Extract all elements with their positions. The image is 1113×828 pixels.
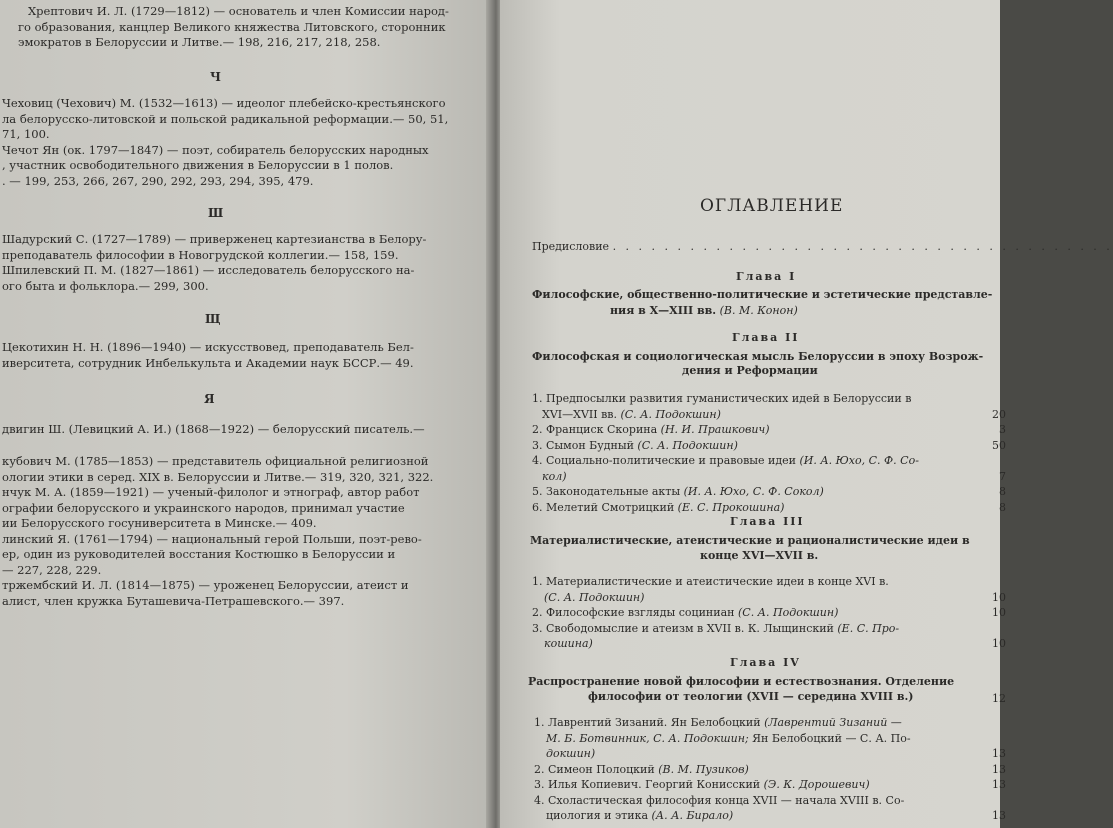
- toc-item-author: (С. А. Подокшин): [737, 606, 839, 619]
- chapter-label: Глава IV: [730, 656, 801, 669]
- page-number: 50: [992, 438, 1006, 452]
- toc-item-author: (А. А. Бирало): [651, 809, 734, 822]
- toc-item: [532, 485, 824, 498]
- toc-item-author: (В. М. Пузиков): [658, 762, 749, 776]
- text-line: 71, 100.: [2, 127, 50, 141]
- page-number: 12: [992, 692, 1006, 705]
- page-number: 13: [992, 747, 1006, 760]
- toc-item-title: 1. Лаврентий Зизаний. Ян Белобоцкий: [534, 716, 765, 729]
- toc-item-title: 3. Илья Копиевич. Георгий Конисский: [534, 778, 764, 791]
- page-title: ОГЛАВЛЕНИЕ: [700, 196, 844, 216]
- chapter-title: Философские, общественно-политические и эстетические представле-: [532, 288, 993, 301]
- chapter-title-line2: [610, 304, 798, 317]
- toc-item-author: (Е. С. Про-: [837, 621, 900, 635]
- toc-item-title: 2. Симеон Полоцкий: [534, 762, 659, 776]
- toc-preface-label: Предисловие: [532, 240, 610, 253]
- toc-item-author: (Н. И. Прашкович): [660, 423, 770, 436]
- toc-item-author: (Лаврентий Зизаний —: [764, 716, 902, 729]
- toc-item-author: (И. А. Юхо, С. Ф. Сокол): [683, 485, 824, 498]
- toc-item: [546, 732, 911, 745]
- entry-block-ya-2: [2, 454, 433, 609]
- text-line: двигин Ш. (Левицкий А. И.) (1868—1922) — белорусский писатель.—: [2, 422, 425, 436]
- text-line: ии Белорусского госуниверситета в Минске.— 409.: [2, 516, 317, 530]
- right-page: [500, 0, 1113, 828]
- toc-item: [546, 747, 595, 760]
- toc-item-author: М. Б. Ботвинник, С. А. Подокшин;: [546, 731, 749, 745]
- text-line: Шпилевский П. М. (1827—1861) — исследователь белорусского на-: [2, 263, 415, 277]
- toc-item-author: (Э. К. Дорошевич): [763, 778, 870, 791]
- chapter-title: Распространение новой философии и естествознания. Отделение: [528, 675, 955, 688]
- text-line: ологии этики в серед. XIX в. Белоруссии и Литве.— 319, 320, 321, 322.: [2, 469, 434, 484]
- text-line: Цекотихин Н. Н. (1896—1940) — искусствовед, преподаватель Бел-: [2, 340, 414, 354]
- text-line: ографии белорусского и украинского народов, принимал участие: [2, 500, 405, 515]
- text-line: иверситета, сотрудник Инбелькульта и Академии наук БССР.— 49.: [2, 355, 414, 370]
- toc-item-title: 2. Франциск Скорина: [532, 423, 661, 436]
- text-line: Чечот Ян (ок. 1797—1847) — поэт, собиратель белорусских народных: [2, 142, 429, 157]
- toc-item-title: 3. Свободомыслие и атеизм в XVII в. К. Лыщинский: [532, 621, 838, 635]
- toc-item-title: 6. Мелетий Смотрицкий: [532, 500, 678, 514]
- page-number: 8: [999, 500, 1006, 514]
- entry-block-x: [18, 4, 449, 51]
- toc-item: [532, 423, 770, 436]
- toc-item: [532, 454, 919, 467]
- toc-item-title: 4. Схоластическая философия конца XVII — начала XVIII в. Со-: [534, 793, 905, 807]
- text-line: — 227, 228, 229.: [2, 562, 102, 577]
- section-letter: Ч: [210, 70, 221, 84]
- toc-item: [542, 470, 567, 483]
- page-number: 13: [992, 762, 1006, 776]
- toc-item-author: кошина): [544, 637, 593, 650]
- page-number: 10: [992, 606, 1006, 619]
- toc-item: [534, 716, 902, 729]
- toc-item-title: Ян Белобоцкий — С. А. По-: [748, 731, 911, 745]
- toc-item: [534, 794, 904, 807]
- text-line: , участник освободительного движения в Белоруссии в 1 полов.: [2, 158, 394, 172]
- toc-item: [532, 392, 911, 405]
- toc-item-author: (С. А. Подокшин): [544, 590, 645, 604]
- text-line: го образования, канцлер Великого княжества Литовского, сторонник: [18, 19, 446, 34]
- section-letter: Я: [204, 392, 215, 406]
- chapter-label: Глава II: [732, 331, 800, 344]
- toc-item: [534, 763, 749, 776]
- chapter-title-cont: ния в X—XIII вв.: [610, 304, 717, 317]
- toc-item-title: 3. Сымон Будный: [532, 438, 638, 452]
- text-line: Чеховиц (Чехович) М. (1532—1613) — идеолог плебейско-крестьянского: [2, 96, 446, 110]
- text-line: . — 199, 253, 266, 267, 290, 292, 293, 294, 395, 479.: [2, 173, 314, 188]
- text-line: нчук М. А. (1859—1921) — ученый-филолог и этнограф, автор работ: [2, 485, 420, 499]
- text-line: Хрептович И. Л. (1729—1812) — основатель и член Комиссии народ-: [28, 4, 449, 18]
- toc-item-title: 1. Предпосылки развития гуманистических идей в Белоруссии в: [532, 392, 912, 405]
- toc-item: [542, 408, 721, 421]
- page-number: 3: [999, 423, 1006, 436]
- entry-block-ya-1: [2, 422, 425, 438]
- left-page: [0, 0, 494, 828]
- page-number: 20: [992, 407, 1006, 421]
- chapter-label: Глава III: [730, 515, 805, 528]
- section-letter: Щ: [205, 312, 221, 326]
- toc-item: [544, 637, 593, 650]
- entry-block-sch: [2, 340, 414, 371]
- toc-item: [532, 622, 899, 635]
- toc-item-title: XVI—XVII вв.: [542, 407, 621, 421]
- toc-item: [532, 501, 784, 514]
- text-line: ла белорусско-литовской и польской радикальной реформации.— 50, 51,: [2, 111, 449, 126]
- toc-item: [532, 575, 889, 588]
- text-line: ого быта и фольклора.— 299, 300.: [2, 278, 209, 293]
- toc-item: [532, 439, 738, 452]
- text-line: преподаватель философии в Новогрудской коллегии.— 158, 159.: [2, 247, 399, 262]
- toc-item: [534, 778, 870, 791]
- toc-item-title: 4. Социально-политические и правовые идеи: [532, 454, 800, 467]
- toc-item: [532, 606, 838, 619]
- toc-item: [546, 809, 733, 822]
- text-line: линский Я. (1761—1794) — национальный герой Польши, поэт-рево-: [2, 531, 422, 546]
- page-number: 13: [992, 809, 1006, 822]
- chapter-title: Философская и социологическая мысль Белоруссии в эпоху Возрож-: [532, 350, 984, 363]
- text-line: ер, один из руководителей восстания Костюшко в Белоруссии и: [2, 547, 396, 561]
- chapter-title-cont: дения и Реформации: [682, 364, 818, 377]
- text-line: эмократов в Белоруссии и Литве.— 198, 216, 217, 218, 258.: [18, 35, 381, 49]
- toc-preface: Предисловие . . . . . . . . . . . . . . . . . . . . . . . . . . . . . . . . . . . . . . .: [532, 240, 1113, 253]
- toc-item-title: циология и этика: [546, 809, 652, 822]
- page-number: 8: [999, 485, 1006, 498]
- toc-item: [544, 591, 644, 604]
- page-number: 7: [999, 469, 1006, 483]
- entry-block-sh: [2, 232, 426, 294]
- page-number: 13: [992, 778, 1006, 791]
- entry-block-ch: [2, 96, 448, 189]
- chapter-title: Материалистические, атеистические и рационалистические идеи в: [530, 534, 970, 547]
- chapter-author: (В. М. Конон): [719, 304, 798, 317]
- toc-item-title: 2. Философские взгляды социниан: [532, 606, 738, 619]
- text-line: кубович М. (1785—1853) — представитель официальной религиозной: [2, 454, 429, 468]
- section-letter: Ш: [208, 206, 224, 220]
- toc-item-title: 5. Законодательные акты: [532, 485, 684, 498]
- chapter-title-cont: конце XVI—XVII в.: [700, 549, 819, 562]
- toc-item-author: (Е. С. Прокошина): [677, 500, 785, 514]
- page-number: 10: [992, 637, 1006, 650]
- page-number: 10: [992, 590, 1006, 604]
- toc-item-author: (И. А. Юхо, С. Ф. Со-: [799, 454, 919, 467]
- toc-item-author: (С. А. Подокшин): [637, 438, 738, 452]
- toc-item-author: (С. А. Подокшин): [620, 407, 721, 421]
- toc-item-title: 1. Материалистические и атеистические идеи в конце XVI в.: [532, 575, 889, 588]
- toc-item-author: докшин): [546, 747, 596, 760]
- text-line: Шадурский С. (1727—1789) — приверженец картезианства в Белору-: [2, 232, 427, 246]
- toc-item-author: кол): [542, 469, 567, 483]
- text-line: тржембский И. Л. (1814—1875) — уроженец Белоруссии, атеист и: [2, 578, 409, 592]
- chapter-label: Глава I: [736, 270, 797, 283]
- text-line: алист, член кружка Буташевича-Петрашевского.— 397.: [2, 593, 345, 608]
- chapter-title-cont: философии от теологии (XVII — середина XVIII в.): [588, 690, 914, 703]
